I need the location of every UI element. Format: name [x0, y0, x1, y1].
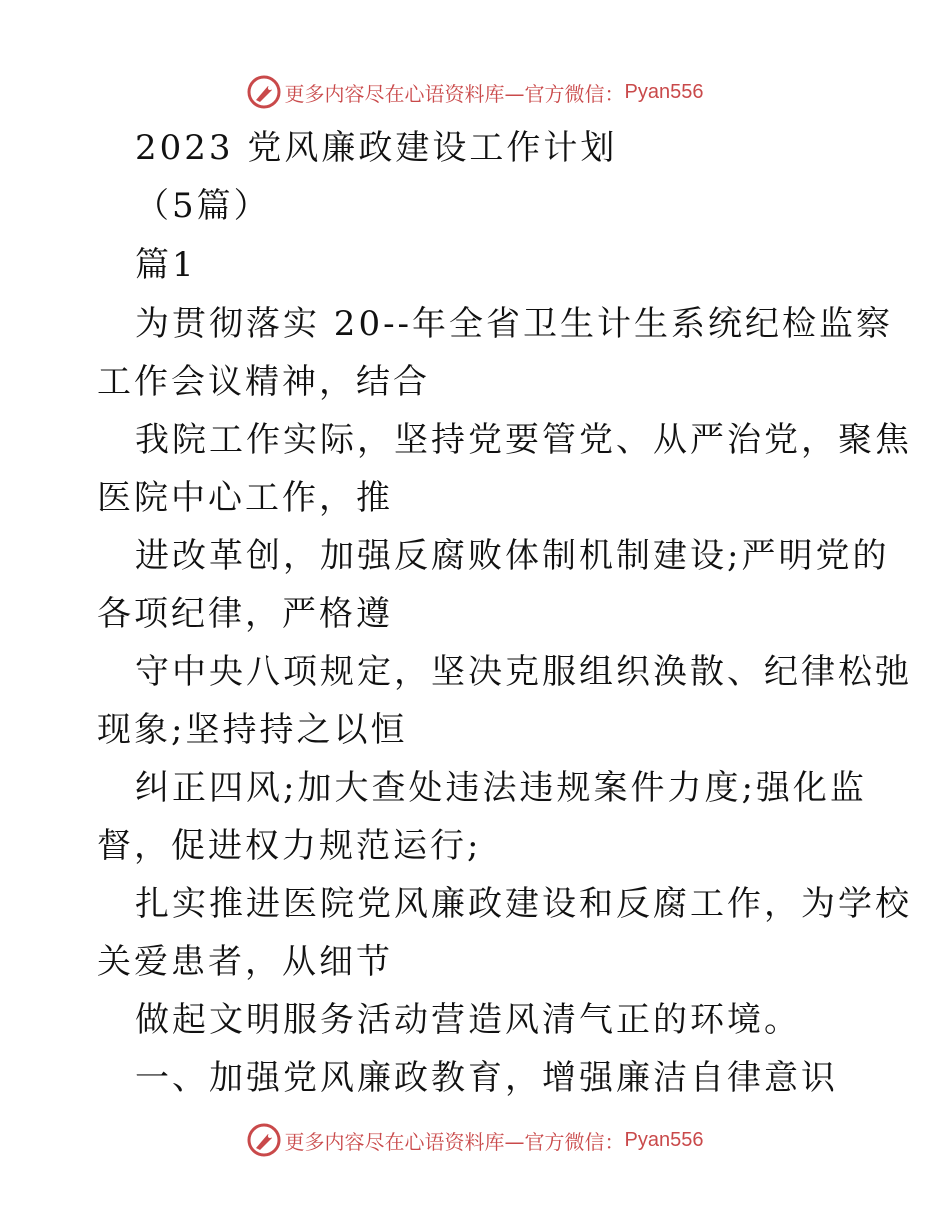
body-line: 扎实推进医院党风廉政建设和反腐工作，为学校	[135, 884, 912, 924]
header-watermark	[0, 72, 950, 112]
body-line: 为贯彻落实 20--年全省卫生计生系统纪检监察	[135, 304, 894, 344]
watermark-text: 更多内容尽在心语资料库—官方微信：	[284, 81, 625, 106]
fountain-pen-logo-icon	[247, 1123, 281, 1157]
watermark-wechat-id: Pyan556	[624, 1128, 704, 1151]
body-line: 做起文明服务活动营造风清气正的环境。	[135, 1000, 801, 1040]
fountain-pen-logo-icon	[247, 75, 281, 109]
watermark-wechat-id: Pyan556	[624, 80, 704, 103]
body-line: 医院中心工作，推	[97, 478, 393, 518]
body-line: 各项纪律，严格遵	[97, 594, 393, 634]
body-line: 守中央八项规定，坚决克服组织涣散、纪律松弛	[135, 652, 912, 692]
section-heading: 篇1	[135, 245, 197, 285]
body-line: 进改革创，加强反腐败体制机制建设;严明党的	[135, 536, 890, 576]
watermark-text: 更多内容尽在心语资料库—官方微信：	[284, 1129, 625, 1154]
footer-watermark	[0, 1120, 950, 1160]
body-line: 关爱患者，从细节	[97, 942, 393, 982]
body-line: 工作会议精神，结合	[97, 362, 430, 402]
document-subtitle: （5篇）	[135, 186, 271, 226]
body-line: 督，促进权力规范运行;	[97, 826, 482, 866]
section-heading-1: 一、加强党风廉政教育，增强廉洁自律意识	[135, 1058, 838, 1098]
body-line: 我院工作实际，坚持党要管党、从严治党，聚焦	[135, 420, 912, 460]
document-title: 2023 党风廉政建设工作计划	[135, 128, 618, 168]
body-line: 现象;坚持持之以恒	[97, 710, 408, 750]
body-line: 纠正四风;加大查处违法违规案件力度;强化监	[135, 768, 867, 808]
